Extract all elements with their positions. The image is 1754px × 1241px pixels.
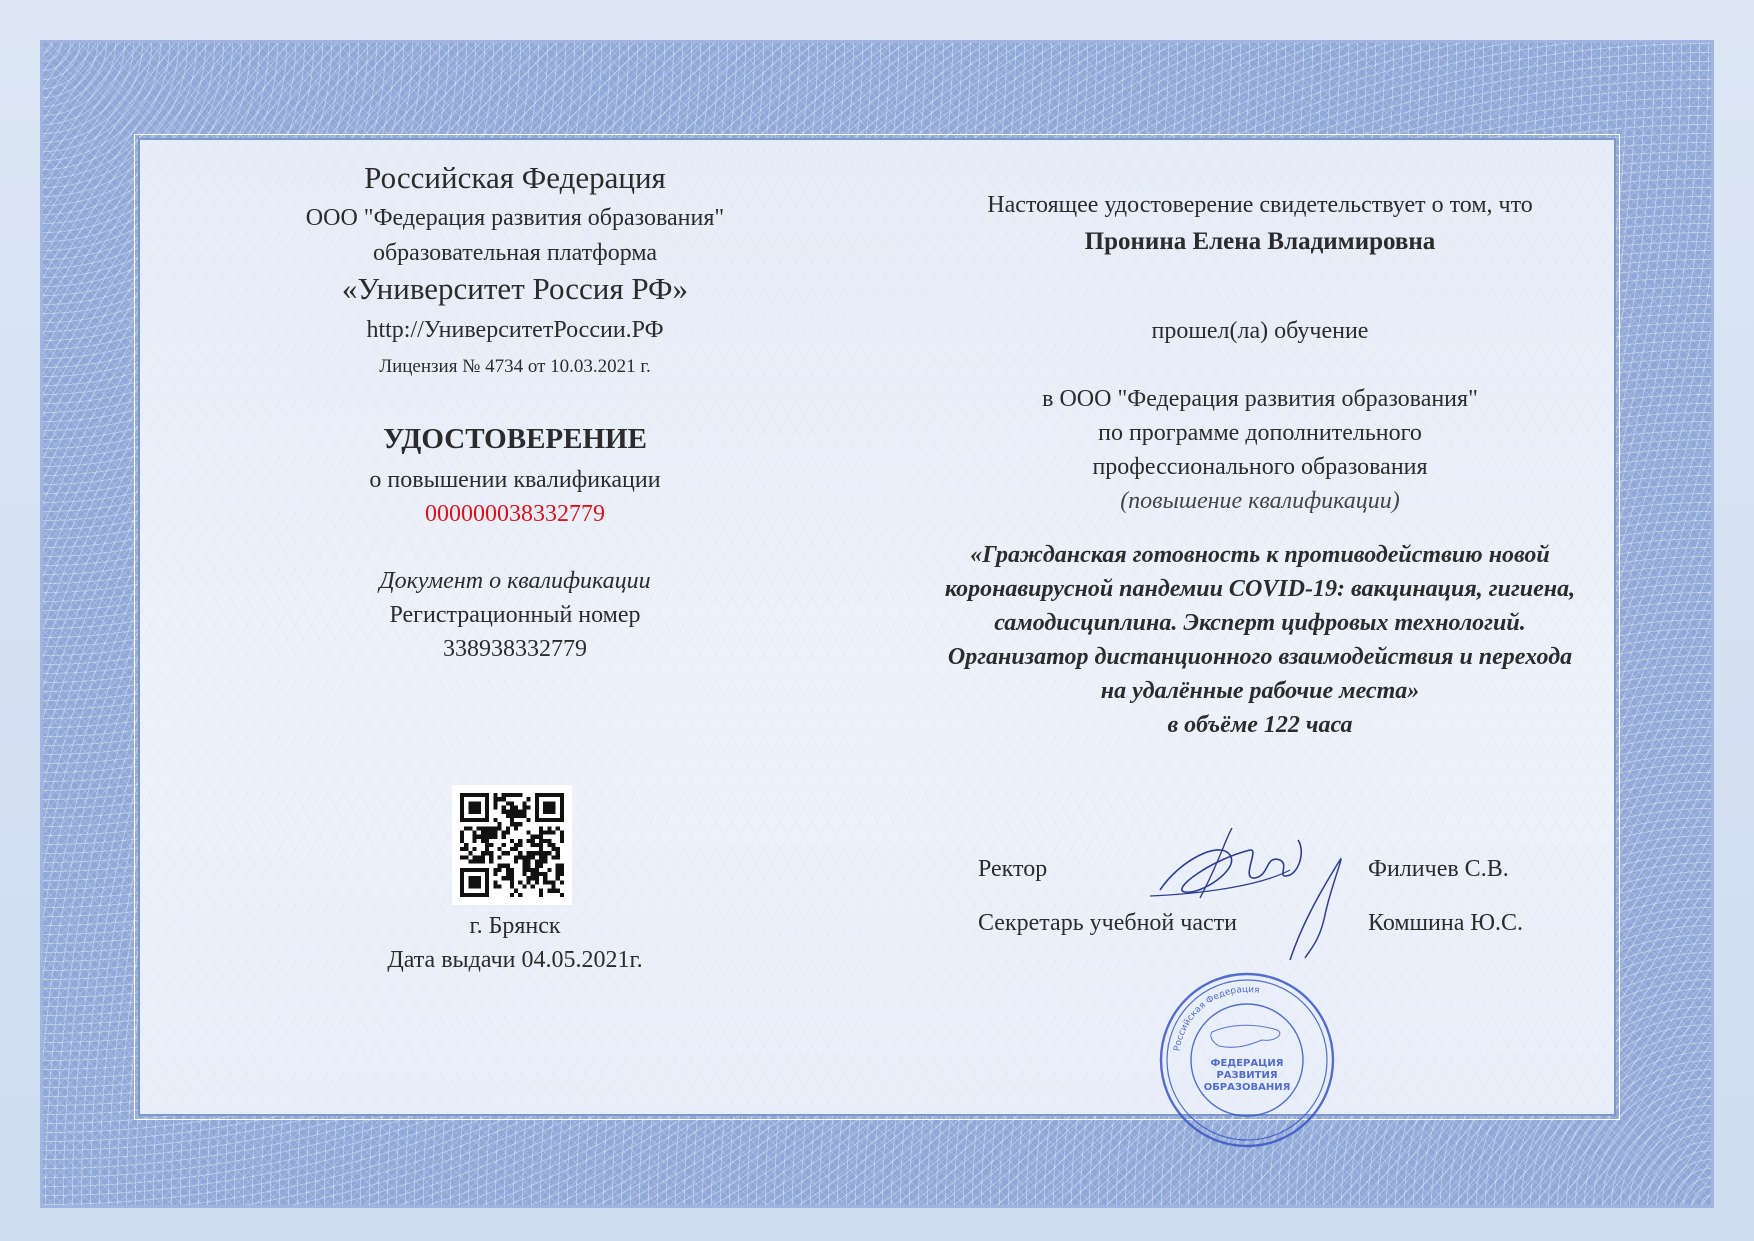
stamp-center-text: ФЕДЕРАЦИЯ <box>1210 1058 1284 1069</box>
handwritten-signature <box>1140 820 1380 970</box>
course-title-line: самодисциплина. Эксперт цифровых технологий. <box>994 610 1526 636</box>
course-title-line: коронавирусной пандемии COVID-19: вакцинация, гигиена, <box>944 576 1576 602</box>
certificate-body <box>138 138 1616 1116</box>
stamp-center-text: РАЗВИТИЯ <box>1216 1070 1278 1081</box>
program-line-2: профессионального образования <box>1092 454 1428 480</box>
qr-code-icon <box>460 793 564 897</box>
qr-code <box>452 785 572 905</box>
person-name: Пронина Елена Владимировна <box>1084 228 1436 255</box>
stamp-ring-text: Российская Федерация <box>1172 984 1261 1052</box>
registration-number: 338938332779 <box>443 636 587 662</box>
course-hours: в объёме 122 часа <box>1167 712 1353 738</box>
stamp-center-text: ОБРАЗОВАНИЯ <box>1203 1082 1291 1093</box>
country: Российская Федерация <box>364 160 666 195</box>
platform-label: образовательная платформа <box>372 240 658 266</box>
course-title-line: «Гражданская готовность к противодействию новой <box>970 542 1550 568</box>
organization: ООО "Федерация развития образования" <box>305 205 725 231</box>
program-type: (повышение квалификации) <box>1120 488 1400 514</box>
city: г. Брянск <box>469 913 561 939</box>
course-title-line: на удалённые рабочие места» <box>1100 678 1420 704</box>
document-number: 000000038332779 <box>425 501 605 527</box>
official-stamp <box>1157 970 1337 1150</box>
intro-text: Настоящее удостоверение свидетельствует о том, что <box>987 192 1533 218</box>
organization-line: в ООО "Федерация развития образования" <box>1042 386 1478 412</box>
rector-name: Филичев С.В. <box>1368 856 1509 882</box>
license: Лицензия № 4734 от 10.03.2021 г. <box>379 356 651 377</box>
issue-date: Дата выдачи 04.05.2021г. <box>387 947 643 973</box>
qualification-doc-label: Документ о квалификации <box>379 568 651 594</box>
secretary-label: Секретарь учебной части <box>978 910 1237 936</box>
secretary-name: Комшина Ю.С. <box>1368 910 1524 936</box>
completed-text: прошел(ла) обучение <box>1151 318 1369 344</box>
document-subtitle: о повышении квалификации <box>369 467 661 493</box>
platform-name: «Университет Россия РФ» <box>341 271 689 306</box>
course-title-line: Организатор дистанционного взаимодействия и перехода <box>947 644 1573 670</box>
program-line-1: по программе дополнительного <box>1098 420 1422 446</box>
registration-label: Регистрационный номер <box>389 602 641 628</box>
website-url: http://УниверситетРоссии.РФ <box>366 317 664 343</box>
rector-label: Ректор <box>978 856 1048 882</box>
document-title: УДОСТОВЕРЕНИЕ <box>383 423 647 455</box>
